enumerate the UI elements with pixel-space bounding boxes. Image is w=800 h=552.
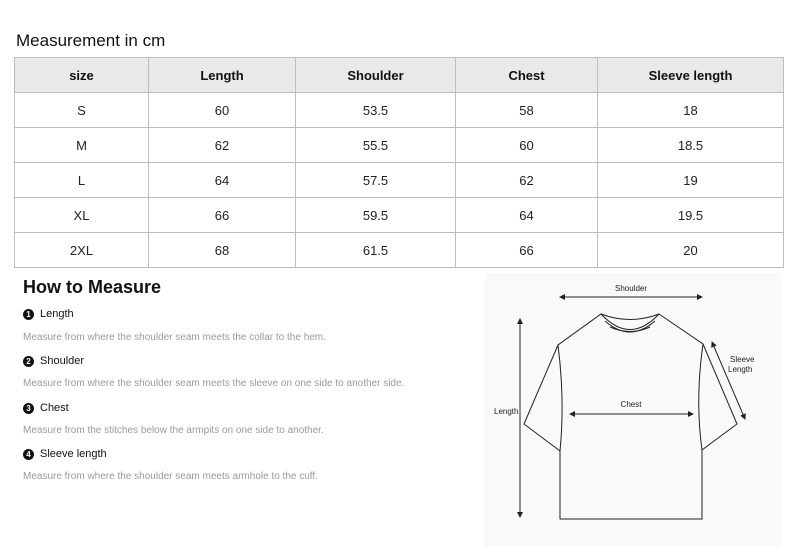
- table-cell: 18.5: [598, 128, 784, 163]
- size-table: [14, 57, 784, 268]
- table-row: [15, 198, 784, 233]
- table-row: [15, 93, 784, 128]
- number-badge: 1: [23, 309, 34, 320]
- shoulder-label: Shoulder: [614, 284, 648, 293]
- item-label: Length: [40, 308, 74, 320]
- page-title: Measurement in cm: [16, 31, 166, 50]
- length-label: Length: [494, 407, 519, 416]
- item-length: [23, 308, 74, 320]
- sleeve-arrow: [712, 342, 745, 419]
- item-desc: Measure from where the shoulder seam meets the collar to the hem.: [23, 332, 326, 343]
- table-cell: 2XL: [15, 233, 149, 268]
- table-cell: 62: [456, 163, 598, 198]
- header-size: size: [15, 58, 149, 93]
- table-cell: 58: [456, 93, 598, 128]
- table-cell: S: [15, 93, 149, 128]
- item-chest: [23, 402, 69, 414]
- item-desc: Measure from where the shoulder seam meets the sleeve on one side to another side.: [23, 378, 405, 389]
- table-cell: 20: [598, 233, 784, 268]
- item-sleeve: [23, 448, 107, 460]
- table-row: [15, 233, 784, 268]
- table-header: [15, 58, 784, 93]
- header-shoulder: Shoulder: [296, 58, 456, 93]
- header-chest: Chest: [456, 58, 598, 93]
- item-label: Shoulder: [40, 355, 85, 367]
- tshirt-diagram: [485, 273, 781, 547]
- sleeve-label-1: Sleeve: [730, 355, 755, 364]
- table-cell: 60: [149, 93, 296, 128]
- table-cell: 53.5: [296, 93, 456, 128]
- table-cell: 59.5: [296, 198, 456, 233]
- tshirt-outline: [524, 314, 737, 519]
- table-cell: 19: [598, 163, 784, 198]
- table-cell: XL: [15, 198, 149, 233]
- sleeve-label-2: Length: [728, 365, 753, 374]
- header-sleeve: Sleeve length: [598, 58, 784, 93]
- item-desc: Measure from the stitches below the armpits on one side to another.: [23, 425, 324, 436]
- table-cell: 64: [149, 163, 296, 198]
- table-cell: 64: [456, 198, 598, 233]
- table-cell: 18: [598, 93, 784, 128]
- table-cell: 55.5: [296, 128, 456, 163]
- table-cell: 57.5: [296, 163, 456, 198]
- table-cell: 66: [456, 233, 598, 268]
- table-cell: M: [15, 128, 149, 163]
- table-cell: 60: [456, 128, 598, 163]
- how-to-measure-heading: How to Measure: [23, 277, 162, 297]
- item-shoulder: [23, 355, 84, 367]
- chest-label: Chest: [620, 400, 642, 409]
- header-length: Length: [149, 58, 296, 93]
- table-cell: 68: [149, 233, 296, 268]
- number-badge: 2: [23, 356, 34, 367]
- table-cell: 19.5: [598, 198, 784, 233]
- table-row: [15, 128, 784, 163]
- number-badge: 3: [23, 403, 34, 414]
- item-label: Chest: [40, 402, 69, 414]
- table-row: [15, 163, 784, 198]
- number-badge: 4: [23, 449, 34, 460]
- table-cell: L: [15, 163, 149, 198]
- item-desc: Measure from where the shoulder seam meets armhole to the cuff.: [23, 471, 318, 482]
- table-cell: 62: [149, 128, 296, 163]
- item-label: Sleeve length: [40, 448, 107, 460]
- table-cell: 61.5: [296, 233, 456, 268]
- table-cell: 66: [149, 198, 296, 233]
